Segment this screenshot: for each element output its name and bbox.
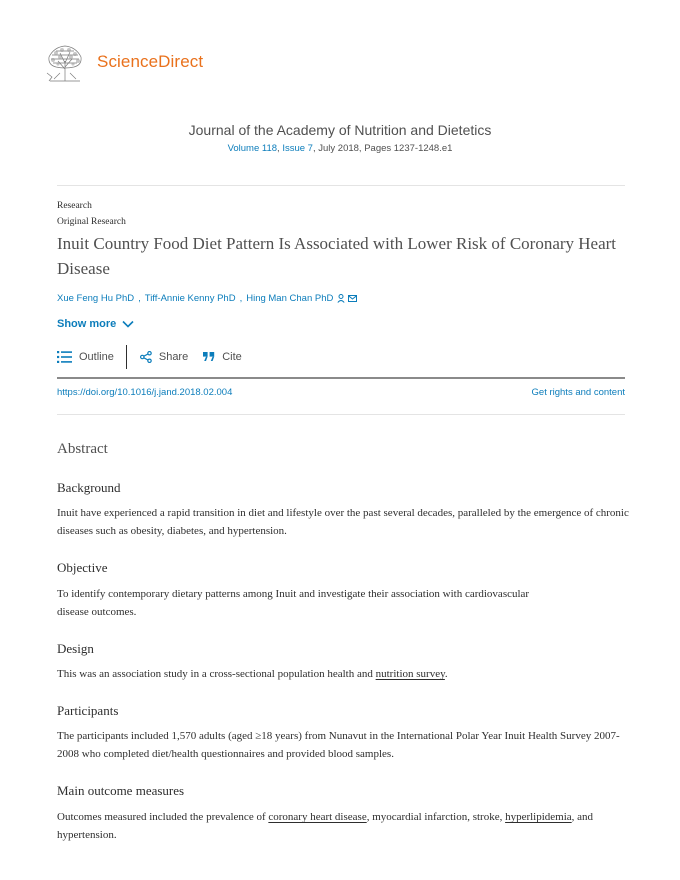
author-link[interactable]: Tiff-Annie Kenny PhD [144,293,236,304]
rights-link[interactable]: Get rights and content [531,387,625,398]
chevron-down-icon [122,320,134,328]
share-label: Share [158,351,189,363]
hyperlipidemia-link[interactable]: hyperlipidemia [505,811,572,823]
journal-title[interactable]: Journal of the Academy of Nutrition and Dietetics [188,122,492,138]
author-link[interactable]: Hing Man Chan PhD [246,293,334,304]
outcomes-text: Outcomes measured included the prevalence of coronary heart disease, myocardial infarction, stroke, hyperlipidemia, and hypertension. [57,811,594,841]
background-heading: Background [57,480,121,495]
cite-button[interactable] [203,351,242,363]
article-section: Research [57,201,92,211]
participants-heading: Participants [57,703,119,718]
sciencedirect-brand[interactable]: ScienceDirect [97,52,204,71]
article-title: Inuit Country Food Diet Pattern Is Associated with Lower Risk of Coronary Heart Disease [57,234,617,278]
email-icon[interactable] [348,295,357,302]
links-divider [57,414,625,415]
show-more-label: Show more [57,318,117,330]
toolbar-divider [126,345,127,369]
article-type: Original Research [57,217,126,227]
design-heading: Design [57,641,94,656]
header-divider [57,185,625,186]
background-text: Inuit have experienced a rapid transition in diet and lifestyle over the past several decades, paralleled by the emergence of chronic diseases such as obesity, diabetes, and hypertension. [57,507,629,537]
list-icon [57,351,72,363]
author-link[interactable]: Xue Feng Hu PhD [57,293,135,304]
objective-heading: Objective [57,560,108,575]
article-toolbar [57,345,242,369]
outline-button[interactable] [57,351,114,363]
toolbar-divider-line [57,377,625,379]
elsevier-tree-icon [44,43,86,83]
volume-link[interactable]: Volume 118 [227,143,278,154]
share-icon [140,351,152,363]
design-text: This was an association study in a cross-sectional population health and nutrition survey. [57,668,448,680]
participants-text: The participants included 1,570 adults (aged ≥18 years) from Nunavut in the International Polar Year Inuit Health Survey 2007-2008 who completed diet/health questionnaires and provided blood samples. [57,730,620,760]
share-button[interactable] [140,351,188,363]
date-pages: , July 2018, Pages 1237-1248.e1 [312,143,453,154]
show-more-button[interactable] [57,318,134,330]
author-list: Xue Feng Hu PhD , Tiff-Annie Kenny PhD , Hing Man Chan PhD [57,293,357,304]
outcomes-heading: Main outcome measures [57,783,185,798]
outline-label: Outline [79,351,114,363]
abstract-heading: Abstract [57,441,108,457]
journal-issue-info: Volume 118, Issue 7, July 2018, Pages 1237-1248.e1 [227,143,453,154]
objective-text: To identify contemporary dietary patterns among Inuit and investigate their association with cardiovascular disease outcomes. [57,588,530,618]
elsevier-logo[interactable] [44,42,86,84]
nutrition-survey-link[interactable]: nutrition survey [375,668,445,680]
doi-link[interactable]: https://doi.org/10.1016/j.jand.2018.02.004 [57,387,233,398]
cite-label: Cite [222,351,242,363]
quote-icon [203,352,215,362]
coronary-heart-disease-link[interactable]: coronary heart disease [268,811,367,823]
person-icon[interactable] [337,294,345,303]
issue-link[interactable]: Issue 7 [282,143,313,154]
